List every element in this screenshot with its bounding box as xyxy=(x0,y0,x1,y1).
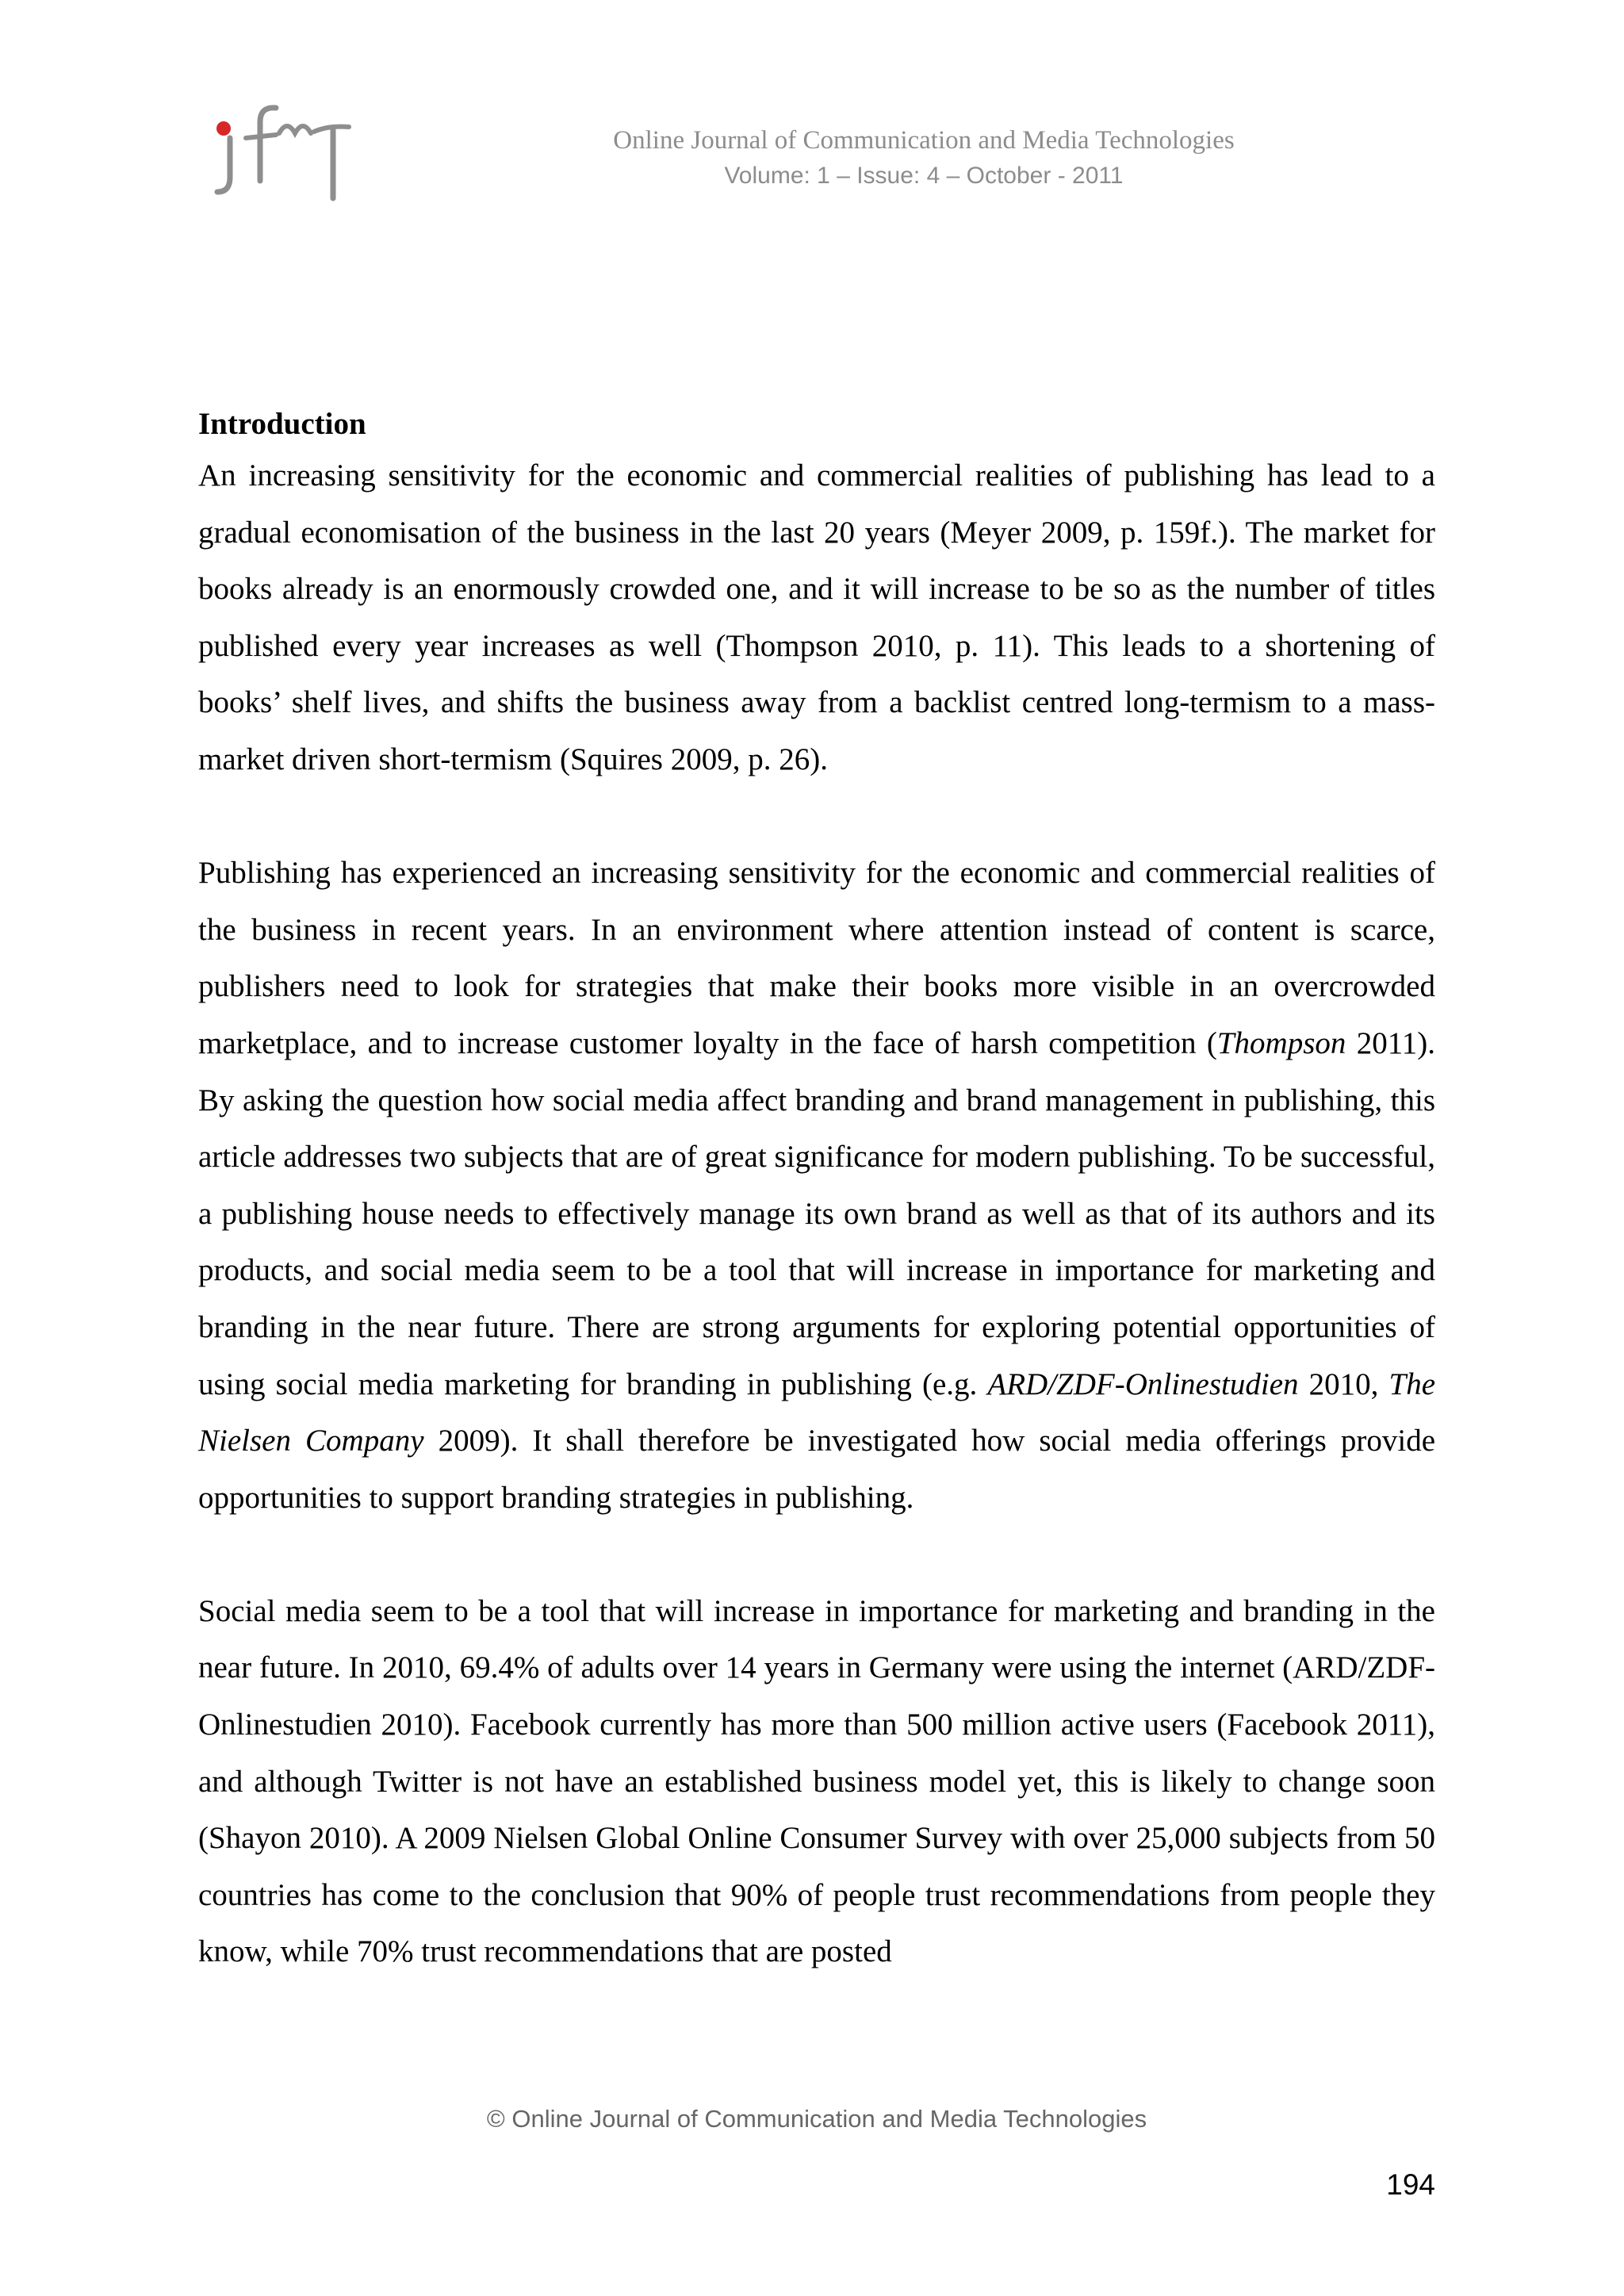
paragraph-text: An increasing sensitivity for the economic and commercial realities of publishing has lead to a gradual economisation of the business in the last 20 years (Meyer 2009, p. 159f.). The market for books already is an enormously crowded one, and it will increase to be so as the number of titles published every year increases as well (Thompson 2010, p. 11). This leads to a shortening of books’ shelf lives, and shifts the business away from a backlist centred long-termism to a mass-market driven short-termism (Squires 2009, p. 26). xyxy=(198,458,1435,776)
page-number: 194 xyxy=(1386,2168,1435,2201)
italic-citation: Thompson xyxy=(1216,1025,1346,1060)
italic-citation: ARD/ZDF-Onlinestudien xyxy=(987,1366,1299,1401)
section-heading: Introduction xyxy=(198,407,366,441)
paragraph-text: 2009). It shall therefore be investigated how social media offerings provide opportunities to support branding strategies in publishing. xyxy=(198,1424,1436,1515)
journal-volume-issue: Volume: 1 – Issue: 4 – October - 2011 xyxy=(724,163,1124,189)
paragraph xyxy=(198,845,1435,1526)
paragraph-text: Social media seem to be a tool that will increase in importance for marketing and branding in the near future. In 2010, 69.4% of adults over 14 years in Germany were using the internet (ARD/ZDF-Onlinestudien 2010). Facebook currently has more than 500 million active users (Facebook 2011), and although Twitter is not have an established business model yet, this is likely to change soon (Shayon 2010). A 2009 Nielsen Global Online Consumer Survey with over 25,000 subjects from 50 countries has come to the conclusion that 90% of people trust recommendations from people they know, while 70% trust recommendations that are posted xyxy=(198,1593,1435,1969)
italic-citation: The Nielsen Company xyxy=(198,1366,1436,1458)
logo-mark-icon xyxy=(213,102,352,205)
journal-logo xyxy=(213,102,352,205)
journal-title: Online Journal of Communication and Media Technologies xyxy=(613,126,1235,155)
paragraph-text: 2010, xyxy=(1298,1366,1389,1401)
paragraph-text: Publishing has experienced an increasing sensitivity for the economic and commercial realities of the business in recent years. In an environment where attention instead of content is scarce, publishers need to look for strategies that make their books more visible in an overcrowded marketplace, and to increase customer loyalty in the face of harsh competition ( xyxy=(198,856,1435,1060)
footer-copyright: © Online Journal of Communication and Media Technologies xyxy=(486,2105,1147,2133)
paragraph xyxy=(198,447,1435,788)
paragraph xyxy=(198,1583,1435,1980)
paragraph-text: 2011). By asking the question how social media affect branding and brand management in publishing, this article addresses two subjects that are of great significance for modern publishing. To be successful, a publishing house needs to effectively manage its own brand as well as that of its authors and its products, and social media seem to be a tool that will increase in importance for marketing and branding in the near future. There are strong arguments for exploring potential opportunities of using social media marketing for branding in publishing (e.g. xyxy=(198,1025,1435,1401)
article-body xyxy=(198,401,1435,1980)
